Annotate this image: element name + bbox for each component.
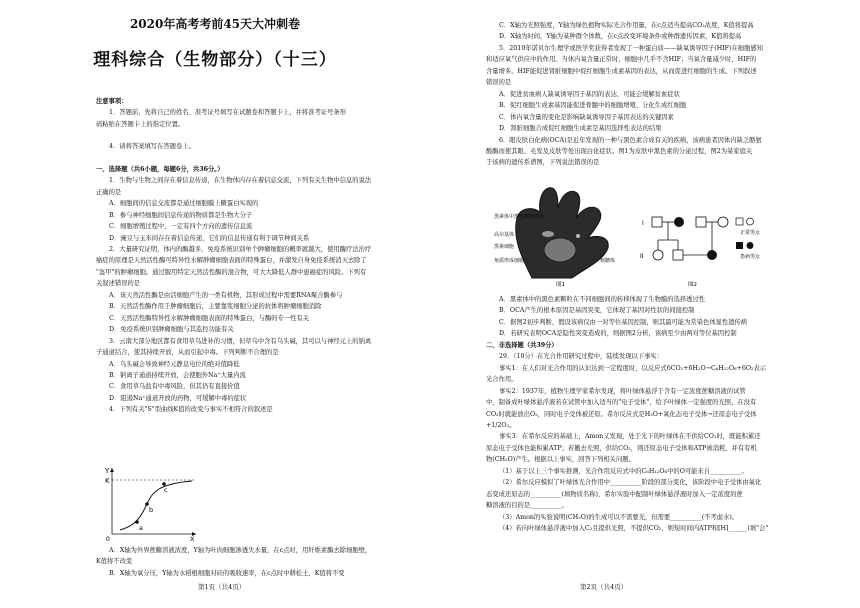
answer-option: B．参与神经细胞间信息传递的物质都是生物大分子 <box>109 211 253 219</box>
fig1-label: 黑素细胞 <box>494 244 515 250</box>
question-stem: 错误的是 <box>486 79 512 87</box>
answer-option: C．细胞增殖过程中，一定有四个方向的遗传信息流 <box>109 223 253 231</box>
notice-item: 码粘贴在答题卡上的指定位置。 <box>96 120 185 128</box>
fig1-label: 黑素体中黑色素分泌出 <box>494 214 545 220</box>
answer-option: C．食用草乌盐有中毒风险，但其仍有直接价值 <box>109 383 240 391</box>
answer-option: A．促进贫血病人缺氧诱导因子基因的表达，可能会缓解贫血症状 <box>499 90 680 98</box>
fig2-caption: 图2 <box>688 282 697 288</box>
answer-option: D．豌豆与玉米间存在着信息传递，它们的信息传递有利于调节种间关系 <box>109 234 310 242</box>
nucleus <box>544 238 576 262</box>
answer-option: D．若研究表明OCA是隐性突变造成的，则据图2分析，该病至少由两对等位基因控制 <box>499 330 737 338</box>
exam-main-title: 理科综合（生物部分）（十三） <box>93 50 337 70</box>
figure-1-melanocyte <box>492 178 632 288</box>
golgi <box>542 231 554 237</box>
question-stem: 3．云南大部分地区都有食用草乌进补的习惯，但草乌中含有乌头碱，其可以与神经元上的钠离 <box>109 337 372 345</box>
question-stem: 酸酶而使其眼、毛发及皮肤等处出现白化症状。图1为皮肤中黑色素的分泌过程，图2为某家庭关 <box>486 147 753 155</box>
figure-2-pedigree <box>640 208 770 290</box>
question-stem: 和适应氧气供应中的作用。当体内氧含量正常时，细胞中几乎不含HIF；当氧含量减少时，HIF的 <box>486 56 757 64</box>
b-label: b <box>149 506 154 514</box>
question-stem: 正确的是 <box>96 188 122 196</box>
notice-item: 4．请将答案填写在答题卷上。 <box>109 143 195 151</box>
answer-option: B．促红细胞生成素基因能促进骨髓中的细胞增殖、分化生成红细胞 <box>499 102 687 110</box>
k-label: K <box>105 477 110 485</box>
answer-option: D．肾脏细胞合成促红细胞生成素是基因选择性表达的结果 <box>499 125 662 133</box>
generation-label: I <box>642 220 644 227</box>
answer-option: C．天然活性酶特异性水解肿瘤细胞表面的特殊蛋白，与酶的专一性有关 <box>109 314 310 322</box>
question-stem: 事实3：在希尔反应的基础上，Amon又发现，处于光下的叶绿体在不供给CO₂时，既能积累还 <box>499 433 761 441</box>
question-stem: CO₂时就能放出O₂，同时电子受体被还原。希尔反应式是H₂O+氧化态电子受体→还原态电子受体 <box>486 410 757 418</box>
pedigree-male <box>652 217 662 227</box>
question-stem: 于该病的遗传系谱图，下列说法错误的是 <box>486 159 600 167</box>
sub-question: （1）基于以上三个事实推测，光合作用反应式中的C₆H₁₂O₆中的O可能来自__________。 <box>499 467 748 475</box>
sub-question: 态变成还原态的__________(填物质名称)，希尔实验中配制叶绿体悬浮液时加入一定浓度的蔗 <box>486 490 743 498</box>
legend-female-icon <box>747 218 754 225</box>
answer-option: D．免疫系统识别肿瘤细胞与其监控功能有关 <box>109 326 234 334</box>
sub-question: （3）Amon的实验说明(CH₂O)的生成可以不需要光，但需要__________(不考虑水)。 <box>499 513 739 521</box>
question-stem: 中，制备成叶绿体悬浮液若在试管中加入适当的"电子受体"，给予叶绿体一定强度的光照，在没有 <box>486 399 757 407</box>
origin-label: 0 <box>106 536 110 542</box>
y-arrow-icon <box>110 468 114 472</box>
legend-female-affected-icon <box>747 242 754 249</box>
pedigree-female <box>653 250 663 260</box>
pedigree-female-affected <box>707 250 717 260</box>
fig1-label: 角质形成细胞 <box>494 258 525 264</box>
answer-option: K值将不改变 <box>96 558 133 566</box>
question-stem: "盔甲"的肿瘤细胞。通过服用特定天然活性酶的混合物，可大大降低人群中患癌症的风险。下列有 <box>96 268 367 276</box>
fig1-label: 高尔基体 <box>494 232 515 238</box>
answer-option: D．X轴为时间，Y轴为某种群个体数，在c点改变环境条件或种群遗传因素，K值将提高 <box>499 33 742 41</box>
answer-option: A．乌头碱会导致神经元静息电位的绝对值降低 <box>109 360 240 368</box>
answer-option: A．黑素体中的黑色素颗粒在不同细胞间的转移体现了生物膜的选择透过性 <box>499 296 706 303</box>
s-curve <box>120 481 192 530</box>
legend-male-icon <box>736 218 743 225</box>
fig1-label: 核糖体 <box>600 258 616 264</box>
y-label: Y <box>105 467 110 475</box>
question-stem: 关叙述错误的是 <box>96 280 141 288</box>
question-stem: 1．生物与生物之间存在着信息传递，在生物体内存在着信息交流，下列有关生物中信息的说法 <box>109 177 372 185</box>
question-stem: 29．（10分）在光合作用研究过程中，陆续发现以下事实： <box>499 353 664 361</box>
question-stem: +1/2O₂。 <box>486 421 516 429</box>
right-text-block-2 <box>486 294 806 535</box>
pedigree-male <box>673 250 683 260</box>
question-stem: 子通道结合，使其持续开放，从而引起中毒。下列判断不合理的是 <box>96 349 279 357</box>
answer-option: C．据图2初步判断，假设该病仅由一对等位基因控制，则其最可能为常染色体显性遗传病 <box>499 318 748 326</box>
answer-option: B．天然活性酶作用于肿瘤细胞后，主要靠浆细胞分泌的抗体将肿瘤细胞消除 <box>109 303 322 311</box>
question-stem: 含量增多。HIF能促进肾脏细胞中促红细胞生成素基因的表达，从而促进红细胞的生成。下列叙述 <box>486 67 757 75</box>
answer-option: D．阻遏Na⁺通道开放的药物，可缓解中毒的症状 <box>109 394 247 402</box>
sub-question: （4）若向叶绿体悬浮液中加入C₃且提供光照，不提供CO₂，则短时间内ATP和[H]______(填"会" <box>499 525 769 533</box>
question-stem: 事实1：在人们对光合作用的认识达到一定程度时，以反应式6CO₂+6H₂O→C₆H₁₂O₆+6O₂表示 <box>499 364 767 372</box>
answer-option: A．该天然活性酶是由活细胞产生的一类有机物，其形成过程中需要RNA聚合酶参与 <box>109 291 343 299</box>
answer-option: A．X轴为外界蔗糖溶液浓度，Y轴为叶肉细胞渗透失水量，在c点时，用纤维素酶去除细胞壁， <box>109 547 372 554</box>
question-stem: 4．下列有关"S"型曲线K值的改变与事实不相符合的叙述是 <box>109 406 273 414</box>
legend-normal: 正常男女 <box>740 230 761 236</box>
sub-question: 糖溶液的目的是__________。 <box>486 502 568 510</box>
ribosome <box>576 234 580 238</box>
answer-option: C．体内氧含量的变化是影响缺氧诱导因子基因表达的关键因素 <box>499 113 674 121</box>
answer-option: C．X轴为光照强度，Y轴为绿色植物实际光合作用量，在c点适当提高CO₂浓度，K值将提高 <box>499 22 754 29</box>
exam-top-title: 2020年高考考前45天大冲刺卷 <box>129 17 301 31</box>
fig1-caption: 图1 <box>556 282 565 288</box>
c-label: c <box>164 486 168 494</box>
left-text-block <box>96 96 414 416</box>
question-stem: 癌症的原理是天然活性酶可特异性水解肿瘤细胞表面的特殊蛋白，并激发自身免疫系统消灭去除了 <box>96 257 367 265</box>
section-heading: 二、非选择题（共39分） <box>486 341 558 349</box>
right-text-block <box>486 20 806 169</box>
answer-option: A．细胞间的信息交流都是通过细胞膜上糖蛋白实现的 <box>109 200 259 208</box>
notice-item: 1．答题前，先将自己的姓名、准考证号填写在试题卷和答题卡上，并将准考证号条形 <box>109 109 346 117</box>
question-stem: 物(CH₂O)产生。根据以上事实，回答下列相关问题。 <box>486 456 635 464</box>
left-text-block-2 <box>96 545 414 579</box>
legend-ill: 患病男女 <box>740 254 761 260</box>
pedigree-female-affected <box>674 217 684 227</box>
question-stem: 事实2：1937年，植物生理学家希尔发现，将叶绿体悬浮于含有一定浓度蔗糖溶液的试管 <box>499 387 746 395</box>
answer-option: B．X轴为氧分压，Y轴为水稻根细胞对硅的吸收速率，在c点时中耕松土，K值将不变 <box>109 569 345 577</box>
question-stem: 5．2019年诺贝尔生理学或医学奖获得者发现了一种蛋白质——缺氧诱导因子(HIF)在细胞感知 <box>499 44 763 52</box>
answer-option: B．OCA产生的根本原因是基因突变，它体现了基因对性状的间接控制 <box>499 307 695 315</box>
section-heading: 一、选择题（共6小题，每题6分，共36分。） <box>96 165 224 173</box>
question-stem: 2．大量研究证明，体内的酶越多，免疫系统识别单个肿瘤细胞的概率就越大，使用酶疗法治疗 <box>109 245 372 253</box>
question-stem: 光合作用。 <box>486 376 518 384</box>
page-footer: 第2页（共4页） <box>580 583 628 591</box>
legend-male-affected-icon <box>736 242 743 249</box>
question-stem: 6．眼皮肤白化病(OCA)是近年发现的一种与黑色素合成有关的疾病，该病患者因体内缺乏酪氨 <box>499 136 762 144</box>
a-label: a <box>139 524 143 532</box>
x-label: X <box>190 535 195 542</box>
sub-question: （2）希尔反应模拟了叶绿体光合作用中__________阶段的部分变化，该阶段中电子受体由氧化 <box>499 479 762 487</box>
answer-option: B．钠离子通道持续开放，会使胞外Na⁺大量内流 <box>109 371 246 379</box>
question-stem: 原态电子受体也能积累ATP；若撤去光照，供给CO₂，则还原态电子受体和ATP被消耗，并有有机 <box>486 444 757 452</box>
pedigree-male <box>696 217 706 227</box>
s-curve-figure <box>104 464 200 542</box>
notice-heading: 注意事项： <box>96 98 128 105</box>
generation-label: II <box>640 253 644 260</box>
pedigree-female <box>718 217 728 227</box>
page-footer: 第1页（共4页） <box>198 583 246 591</box>
